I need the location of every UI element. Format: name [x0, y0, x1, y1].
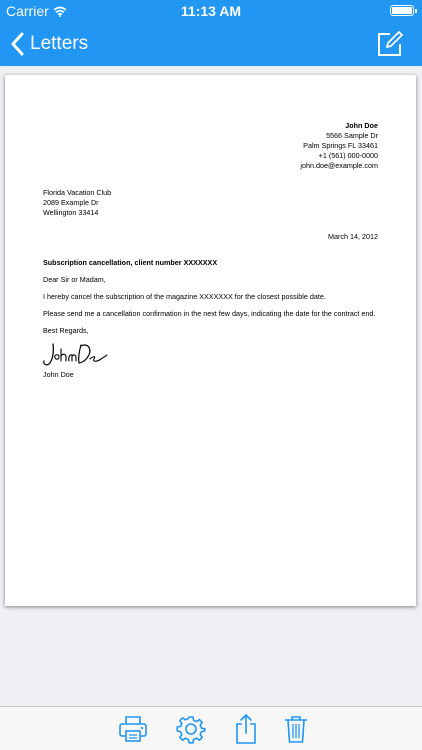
letter-date: March 14, 2012 [328, 232, 378, 241]
battery-icon [390, 5, 414, 16]
recipient-address [43, 188, 111, 218]
printer-icon [118, 715, 148, 743]
sender-name: John Doe [345, 121, 378, 130]
compose-icon[interactable] [376, 30, 404, 58]
sender-city: Palm Springs FL 33461 [303, 141, 378, 150]
letter-body [43, 258, 383, 343]
letter-salutation: Dear Sir or Madam, [43, 275, 106, 284]
sender-address [300, 121, 378, 171]
recipient-street: 2089 Example Dr [43, 198, 99, 207]
letter-closing: Best Regards, [43, 326, 89, 335]
letter-paragraph: I hereby cancel the subscription of the magazine XXXXXXX for the closest possible date. [43, 292, 326, 301]
print-button[interactable] [117, 713, 149, 745]
recipient-name: Florida Vacation Club [43, 188, 112, 197]
bottom-toolbar [0, 706, 422, 750]
settings-gear-icon [176, 714, 206, 744]
settings-button[interactable] [175, 713, 207, 745]
letter-page [5, 75, 416, 606]
share-button[interactable] [230, 713, 262, 745]
back-label: Letters [30, 33, 89, 54]
sender-phone: +1 (561) 000-0000 [318, 151, 378, 160]
clock: 11:13 AM [180, 3, 242, 19]
letter-paragraph: Please send me a cancellation confirmation in the next few days, indicating the date for the contract end. [43, 309, 376, 318]
trash-icon [283, 714, 309, 744]
share-icon [233, 713, 259, 745]
chevron-left-icon [10, 32, 24, 56]
navigation-bar [0, 22, 422, 66]
letter-subject: Subscription cancellation, client number XXXXXXX [43, 258, 218, 267]
handwritten-signature [41, 339, 109, 369]
signer-name: John Doe [43, 370, 74, 379]
sender-street: 5566 Sample Dr [326, 131, 378, 140]
recipient-city: Wellington 33414 [43, 208, 99, 217]
status-bar [0, 0, 422, 22]
back-button[interactable] [10, 29, 88, 59]
delete-button[interactable] [280, 713, 312, 745]
sender-email: john.doe@example.com [300, 161, 378, 170]
top-bar [0, 0, 422, 66]
letter-preview-area[interactable] [0, 66, 422, 706]
carrier-label: Carrier [6, 3, 49, 19]
